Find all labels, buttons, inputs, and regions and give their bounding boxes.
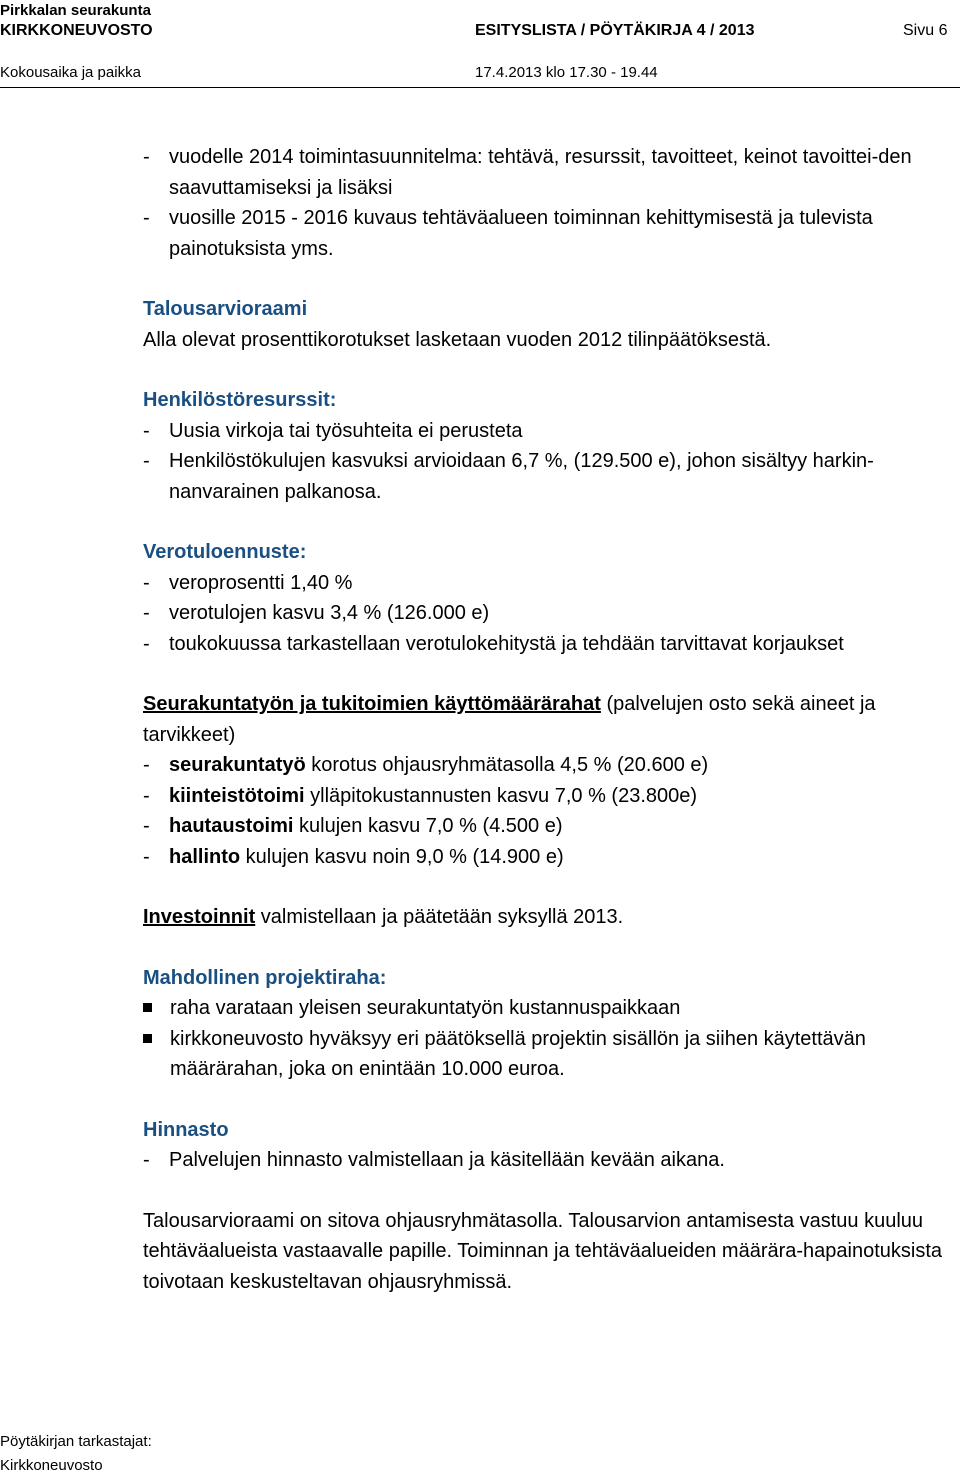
personnel-item-2: - Henkilöstökulujen kasvuksi arvioidaan 6,7 %, (129.500 e), johon sisältyy harkin-nanvarainen palkanosa. — [143, 446, 953, 507]
project-item-2: kirkkoneuvosto hyväksyy eri päätöksellä projektin sisällön ja siihen käytettävän määrärahan, joka on enintään 10.000 euroa. — [143, 1024, 953, 1085]
budget-frame-text: Alla olevat prosenttikorotukset lasketaan vuoden 2012 tilinpäätöksestä. — [143, 328, 772, 351]
doc-title: ESITYSLISTA / PÖYTÄKIRJA 4 / 2013 — [475, 22, 755, 39]
investments-title: Investoinnit — [143, 906, 256, 928]
closing-text: Talousarvioraami on sitova ohjausryhmätasolla. Talousarvion antamisesta vastuu kuuluu tehtäväalueista vastaavalle papille. Toiminnan ja tehtäväalueiden määrära-hapainotuksista toivotaan keskusteltavan ohjausryhmissä. — [143, 1209, 943, 1293]
operating-title-rest: (palvelujen osto sekä aineet ja tarvikkeet) — [143, 693, 876, 746]
intro-item-1: - vuodelle 2014 toimintasuunnitelma: tehtävä, resurssit, tavoitteet, keinot tavoittei-den saavuttamiseksi ja lisäksi — [143, 142, 953, 203]
meeting-label: Kokousaika ja paikka — [0, 64, 141, 81]
header-rule — [0, 87, 960, 88]
tax-item-1: - veroprosentti 1,40 % — [143, 568, 953, 599]
page-number: Sivu 6 — [903, 22, 948, 39]
meeting-time: 17.4.2013 klo 17.30 - 19.44 — [475, 64, 658, 81]
personnel-item-1: - Uusia virkoja tai työsuhteita ei perusteta — [143, 416, 953, 447]
operating-item: - seurakuntatyö korotus ohjausryhmätasolla 4,5 % (20.600 e) — [143, 750, 953, 781]
project-title: Mahdollinen projektiraha: — [143, 966, 387, 989]
operating-heading — [143, 689, 953, 750]
tax-title: Verotuloennuste: — [143, 541, 307, 563]
body-name: KIRKKONEUVOSTO — [0, 22, 153, 39]
footer-body: Kirkkoneuvosto — [0, 1457, 103, 1474]
pricelist-item-1: - Palvelujen hinnasto valmistellaan ja käsitellään kevään aikana. — [143, 1145, 953, 1176]
investments-text: valmistellaan ja päätetään syksyllä 2013. — [255, 906, 624, 928]
document-body — [143, 142, 953, 1297]
org-name: Pirkkalan seurakunta — [0, 2, 151, 19]
operating-title: Seurakuntatyön ja tukitoimien käyttömäärärahat — [143, 693, 601, 715]
page-header — [0, 0, 960, 88]
operating-item: - hallinto kulujen kasvu noin 9,0 % (14.900 e) — [143, 842, 953, 873]
operating-item: - hautaustoimi kulujen kasvu 7,0 % (4.500 e) — [143, 811, 953, 842]
investments-line — [143, 902, 953, 933]
personnel-title: Henkilöstöresurssit: — [143, 389, 337, 411]
pricelist-title: Hinnasto — [143, 1118, 229, 1141]
operating-item: - kiinteistötoimi ylläpitokustannusten kasvu 7,0 % (23.800e) — [143, 781, 953, 812]
tax-item-2: - verotulojen kasvu 3,4 % (126.000 e) — [143, 598, 953, 629]
intro-item-2: - vuosille 2015 - 2016 kuvaus tehtäväalueen toiminnan kehittymisestä ja tulevista painotuksista yms. — [143, 203, 953, 264]
project-item-1: raha varataan yleisen seurakuntatyön kustannuspaikkaan — [143, 993, 953, 1024]
tax-item-3: - toukokuussa tarkastellaan verotulokehitystä ja tehdään tarvittavat korjaukset — [143, 629, 953, 660]
footer-label: Pöytäkirjan tarkastajat: — [0, 1433, 152, 1450]
budget-frame-title: Talousarvioraami — [143, 298, 308, 320]
